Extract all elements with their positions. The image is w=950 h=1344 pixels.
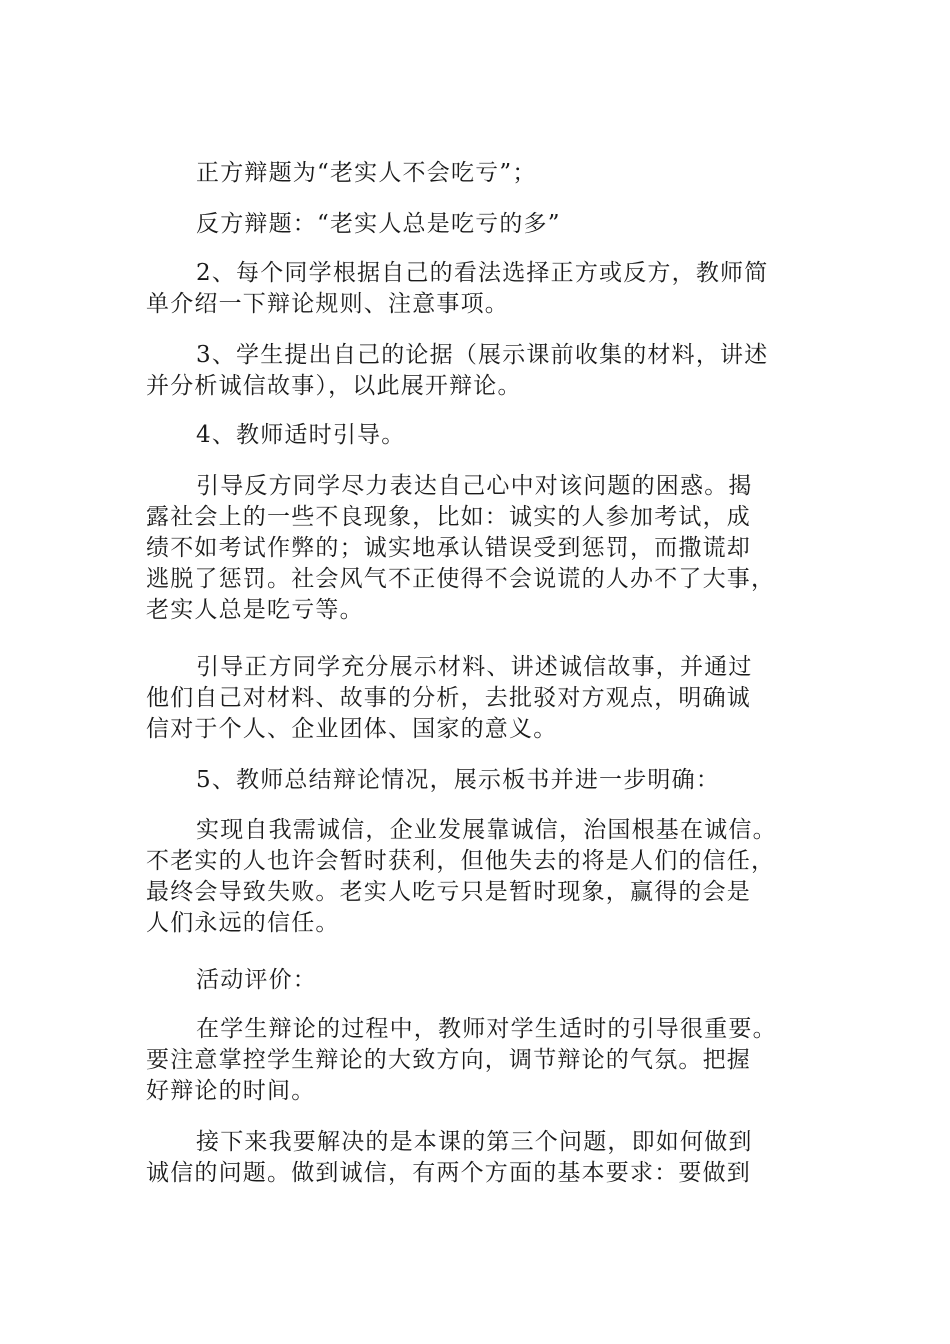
text-line: 2、每个同学根据自己的看法选择正方或反方，教师简 (196, 260, 769, 286)
paragraph-affirmative-topic (146, 158, 836, 189)
paragraph-step-3 (146, 340, 836, 402)
text-line: 实现自我需诚信，企业发展靠诚信，治国根基在诚信。 (196, 817, 777, 843)
text-line: 3、学生提出自己的论据（展示课前收集的材料，讲述 (196, 342, 769, 368)
text-line: 逃脱了惩罚。社会风气不正使得不会说谎的人办不了大事， (146, 566, 776, 592)
text-line: 在学生辩论的过程中，教师对学生适时的引导很重要。 (196, 1016, 777, 1042)
text-line: 反方辩题：“老实人总是吃亏的多” (196, 211, 561, 237)
text-line: 并分析诚信故事），以此展开辩论。 (146, 373, 522, 399)
text-line: 最终会导致失败。老实人吃亏只是暂时现象，赢得的会是 (146, 879, 751, 905)
paragraph-activity-evaluation-heading (146, 965, 836, 996)
text-line: 信对于个人、企业团体、国家的意义。 (146, 716, 558, 742)
text-line: 5、教师总结辩论情况，展示板书并进一步明确： (196, 767, 721, 793)
text-line: 活动评价： (196, 967, 317, 993)
text-line: 人们永远的信任。 (146, 910, 340, 936)
text-line: 正方辩题为“老实人不会吃亏”； (196, 160, 537, 186)
text-line: 诚信的问题。做到诚信，有两个方面的基本要求：要做到 (146, 1160, 751, 1186)
text-line: 引导反方同学尽力表达自己心中对该问题的困惑。揭 (196, 473, 753, 499)
text-line: 不老实的人也许会暂时获利，但他失去的将是人们的信任， (146, 848, 776, 874)
text-line: 他们自己对材料、故事的分析，去批驳对方观点，明确诚 (146, 685, 751, 711)
paragraph-step-2 (146, 258, 836, 320)
paragraph-activity-evaluation (146, 1014, 836, 1107)
paragraph-next-question (146, 1127, 836, 1189)
paragraph-negative-topic (146, 209, 836, 240)
text-line: 引导正方同学充分展示材料、讲述诚信故事，并通过 (196, 654, 753, 680)
text-line: 绩不如考试作弊的；诚实地承认错误受到惩罚，而撒谎却 (146, 535, 751, 561)
paragraph-summary (146, 815, 836, 939)
text-line: 要注意掌控学生辩论的大致方向，调节辩论的气氛。把握 (146, 1047, 751, 1073)
text-line: 老实人总是吃亏等。 (146, 597, 364, 623)
paragraph-guide-negative (146, 471, 836, 626)
text-line: 单介绍一下辩论规则、注意事项。 (146, 291, 509, 317)
paragraph-step-4 (146, 420, 836, 451)
text-line: 4、教师适时引导。 (196, 422, 406, 448)
paragraph-step-5 (146, 765, 836, 796)
paragraph-guide-affirmative (146, 652, 836, 745)
text-line: 露社会上的一些不良现象，比如：诚实的人参加考试，成 (146, 504, 751, 530)
text-line: 好辩论的时间。 (146, 1078, 316, 1104)
text-line: 接下来我要解决的是本课的第三个问题，即如何做到 (196, 1129, 753, 1155)
